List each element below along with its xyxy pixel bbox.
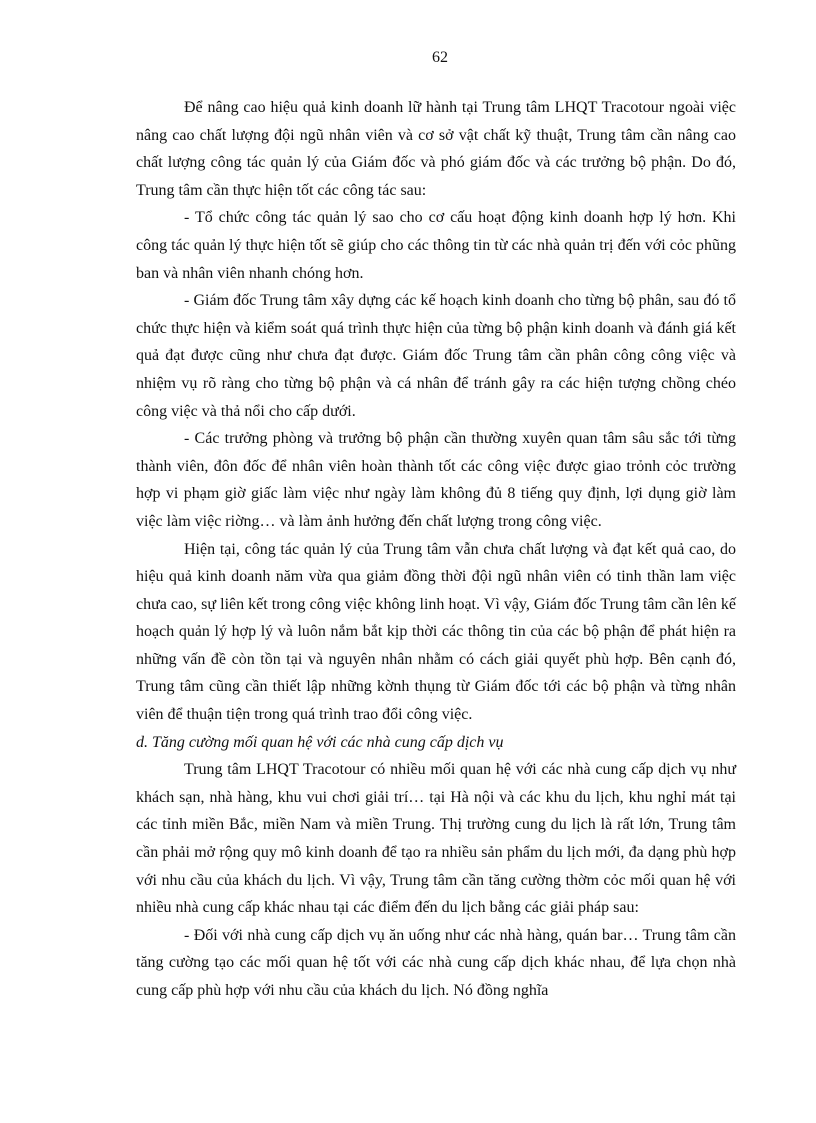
paragraph-suppliers-intro: Trung tâm LHQT Tracotour có nhiều mối quan hệ với các nhà cung cấp dịch vụ như khách sạn, nhà hàng, khu vui chơi giải trí… tại Hà nội và các khu du lịch, khu nghỉ mát tại các tỉnh miền Bắc, miền Nam và miền Trung. Thị trường cung du lịch là rất lớn, Trung tâm cần phải mở rộng quy mô kinh doanh để tạo ra nhiều sản phẩm du lịch mới, đa dạng phù hợp với nhu cầu của khách du lịch. Vì vậy, Trung tâm cần tăng cường thờm cỏc mối quan hệ với nhiều nhà cung cấp khác nhau tại các điểm đến du lịch bằng các giải pháp sau: xyxy=(136,761,736,917)
paragraph-intro: Để nâng cao hiệu quả kinh doanh lữ hành tại Trung tâm LHQT Tracotour ngoài việc nâng cao chất lượng đội ngũ nhân viên và cơ sở vật chất kỹ thuật, Trung tâm cần nâng cao chất lượng công tác quản lý của Giám đốc và phó giám đốc và các trưởng bộ phận. Do đó, Trung tâm cần thực hiện tốt các công tác sau: xyxy=(136,99,736,199)
paragraph-bullet-food-suppliers: - Đối với nhà cung cấp dịch vụ ăn uống như các nhà hàng, quán bar… Trung tâm cần tăng cường tạo các mối quan hệ tốt với các nhà cung cấp dịch khác nhau, để lựa chọn nhà cung cấp phù hợp với nhu cầu của khách du lịch. Nó đồng nghĩa xyxy=(136,926,736,999)
document-body xyxy=(136,94,736,1005)
section-heading-d: d. Tăng cường mối quan hệ với các nhà cung cấp dịch vụ xyxy=(136,733,504,751)
paragraph-bullet-director: - Giám đốc Trung tâm xây dựng các kế hoạch kinh doanh cho từng bộ phân, sau đó tổ chức thực hiện và kiểm soát quá trình thực hiện của từng bộ phận kinh doanh và đánh giá kết quả đạt được cũng như chưa đạt được. Giám đốc Trung tâm cần phân công công việc và nhiệm vụ rõ ràng cho từng bộ phận và cá nhân để tránh gây ra các hiện tượng chồng chéo công việc và thả nổi cho cấp dưới. xyxy=(136,292,736,420)
page-number: 62 xyxy=(432,49,448,66)
paragraph-bullet-organization: - Tổ chức công tác quản lý sao cho cơ cấu hoạt động kinh doanh hợp lý hơn. Khi công tác quản lý thực hiện tốt sẽ giúp cho các thông tin từ các nhà quản trị đến với cỏc phũng ban và nhân viên nhanh chóng hơn. xyxy=(136,209,736,282)
paragraph-current-status: Hiện tại, công tác quản lý của Trung tâm vẫn chưa chất lượng và đạt kết quả cao, do hiệu quả kinh doanh năm vừa qua giảm đồng thời đội ngũ nhân viên có tinh thần lam việc chưa cao, sự liên kết trong công việc không linh hoạt. Vì vậy, Giám đốc Trung tâm cần lên kế hoạch quản lý hợp lý và luôn nắm bắt kịp thời các thông tin của các bộ phận để phát hiện ra những vấn đề còn tồn tại và nguyên nhân nhằm có cách giải quyết phù hợp. Bên cạnh đó, Trung tâm cũng cần thiết lập những kờnh thụng từ Giám đốc tới các bộ phận và từng nhân viên để thuận tiện trong quá trình trao đổi công việc. xyxy=(136,540,736,724)
paragraph-bullet-department-heads: - Các trưởng phòng và trưởng bộ phận cần thường xuyên quan tâm sâu sắc tới từng thành viên, đôn đốc để nhân viên hoàn thành tốt các công việc được giao trỏnh cỏc trường hợp vi phạm giờ giấc làm việc như ngày làm không đủ 8 tiếng quy định, lợi dụng giờ làm việc làm việc riờng… và làm ảnh hưởng đến chất lượng trong công việc. xyxy=(136,430,736,530)
